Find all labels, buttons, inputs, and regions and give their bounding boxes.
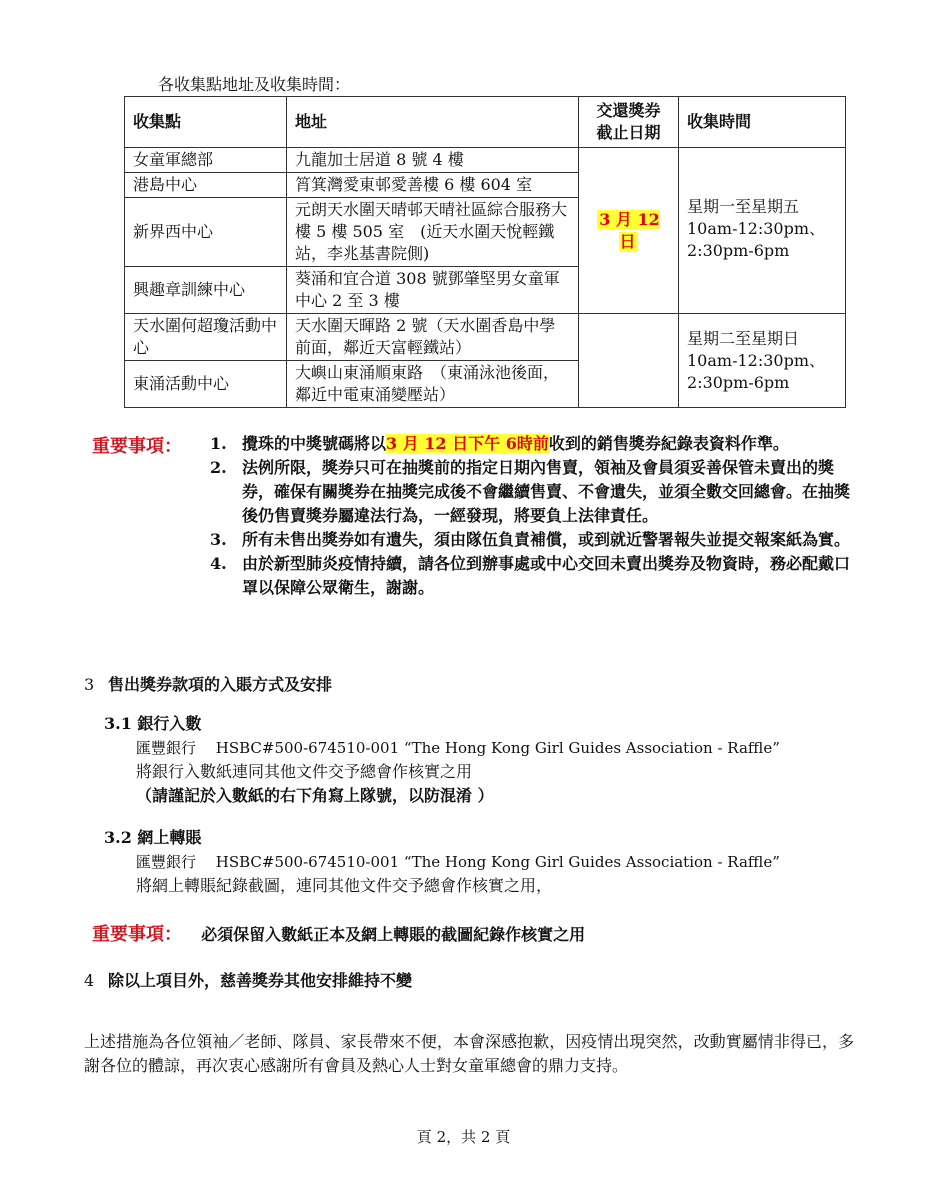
cell-point: 東涌活動中心 xyxy=(125,361,287,408)
cell-time-group-1: 星期一至星期五 10am-12:30pm、 2:30pm-6pm xyxy=(679,148,846,314)
cell-point: 港島中心 xyxy=(125,173,287,198)
deadline-highlight: 3 月 12 日 xyxy=(599,209,660,251)
instruction-line: 將銀行入數紙連同其他文件交予總會作核實之用 xyxy=(136,762,473,781)
note-item: 4. 由於新型肺炎疫情持續，請各位到辦事處或中心交回未賣出獎券及物資時，務必配戴口罩以保障公眾衛生，謝謝。 xyxy=(210,554,851,597)
cell-deadline-empty xyxy=(579,314,679,408)
subsection-title: 3.1 銀行入數 xyxy=(104,714,202,733)
table-row xyxy=(125,148,846,173)
note-item: 3. 所有未售出獎券如有遺失，須由隊伍負責補償，或到就近警署報失並提交報案紙為實。 xyxy=(210,530,851,549)
cell-time-group-2: 星期二至星期日 10am-12:30pm、 2:30pm-6pm xyxy=(679,314,846,408)
table-header-row xyxy=(125,97,846,148)
note-item: 1. 攪珠的中獎號碼將以3 月 12 日下午 6時前收到的銷售獎券紀錄表資料作準。 xyxy=(210,434,789,453)
page-footer: 頁 2，共 2 頁 xyxy=(416,1128,511,1146)
closing-paragraph: 上述措施為各位領袖／老師、隊員、家長帶來不便，本會深感抱歉，因疫情出現突然，改動實屬情非得已，多謝各位的體諒，再次衷心感謝所有會員及熱心人士對女童軍總會的鼎力支持。 xyxy=(84,1032,854,1075)
header-point: 收集點 xyxy=(125,97,287,148)
cell-point: 天水圍何超瓊活動中心 xyxy=(125,314,287,361)
cell-address: 天水圍天暉路 2 號（天水圍香島中學前面，鄰近天富輕鐵站） xyxy=(287,314,579,361)
section-3-title: 3 售出獎券款項的入賬方式及安排 xyxy=(84,675,333,694)
cell-address: 筲箕灣愛東邨愛善樓 6 樓 604 室 xyxy=(287,173,579,198)
subsection-title: 3.2 網上轉賬 xyxy=(104,828,202,847)
cell-deadline xyxy=(579,148,679,314)
section-4-title: 4 除以上項目外，慈善獎券其他安排維持不變 xyxy=(84,971,413,990)
page-heading: 各收集點地址及收集時間： xyxy=(158,75,351,94)
cell-address: 葵涌和宜合道 308 號鄧肇堅男女童軍中心 2 至 3 樓 xyxy=(287,267,579,314)
important-note-2-text: 必須保留入數紙正本及網上轉賬的截圖紀錄作核實之用 xyxy=(201,925,586,944)
important-note-2: 重要事項： 必須保留入數紙正本及網上轉賬的截圖紀錄作核實之用 xyxy=(92,924,586,945)
collection-points-table xyxy=(124,96,846,408)
table-row xyxy=(125,314,846,361)
header-deadline: 交還獎券 截止日期 xyxy=(579,97,679,148)
cell-point: 新界西中心 xyxy=(125,198,287,267)
bank-account-line: 匯豐銀行 HSBC#500-674510-001 “The Hong Kong Girl Guides Association - Raffle” xyxy=(136,739,780,757)
instruction-line: 將網上轉賬紀錄截圖，連同其他文件交予總會作核實之用， xyxy=(136,876,553,895)
bank-account-line: 匯豐銀行 HSBC#500-674510-001 “The Hong Kong Girl Guides Association - Raffle” xyxy=(136,853,780,871)
cell-address: 大嶼山東涌順東路 （東涌泳池後面，鄰近中電東涌變壓站） xyxy=(287,361,579,408)
subsection-3-1 xyxy=(104,712,780,808)
reminder-line: （請謹記於入數紙的右下角寫上隊號，以防混淆 ） xyxy=(136,786,494,805)
important-notes-list xyxy=(210,432,850,600)
important-label: 重要事項： xyxy=(92,436,182,457)
subsection-3-2 xyxy=(104,826,780,898)
cell-point: 女童軍總部 xyxy=(125,148,287,173)
cell-point: 興趣章訓練中心 xyxy=(125,267,287,314)
header-time: 收集時間 xyxy=(679,97,846,148)
deadline-time-highlight: 3 月 12 日下午 6時前 xyxy=(386,434,549,453)
note-item: 2. 法例所限，獎券只可在抽獎前的指定日期內售賣，領袖及會員須妥善保管未賣出的獎券，確保有關獎券在抽獎完成後不會繼續售賣、不會遺失，並須全數交回總會。在抽獎後仍售賣獎券屬違法行為，一經發現，將要負上法律責任。 xyxy=(210,458,851,525)
header-address: 地址 xyxy=(287,97,579,148)
cell-address: 元朗天水圍天晴邨天晴社區綜合服務大樓 5 樓 505 室 (近天水圍天悅輕鐵站，李兆基書院側) xyxy=(287,198,579,267)
cell-address: 九龍加士居道 8 號 4 樓 xyxy=(287,148,579,173)
